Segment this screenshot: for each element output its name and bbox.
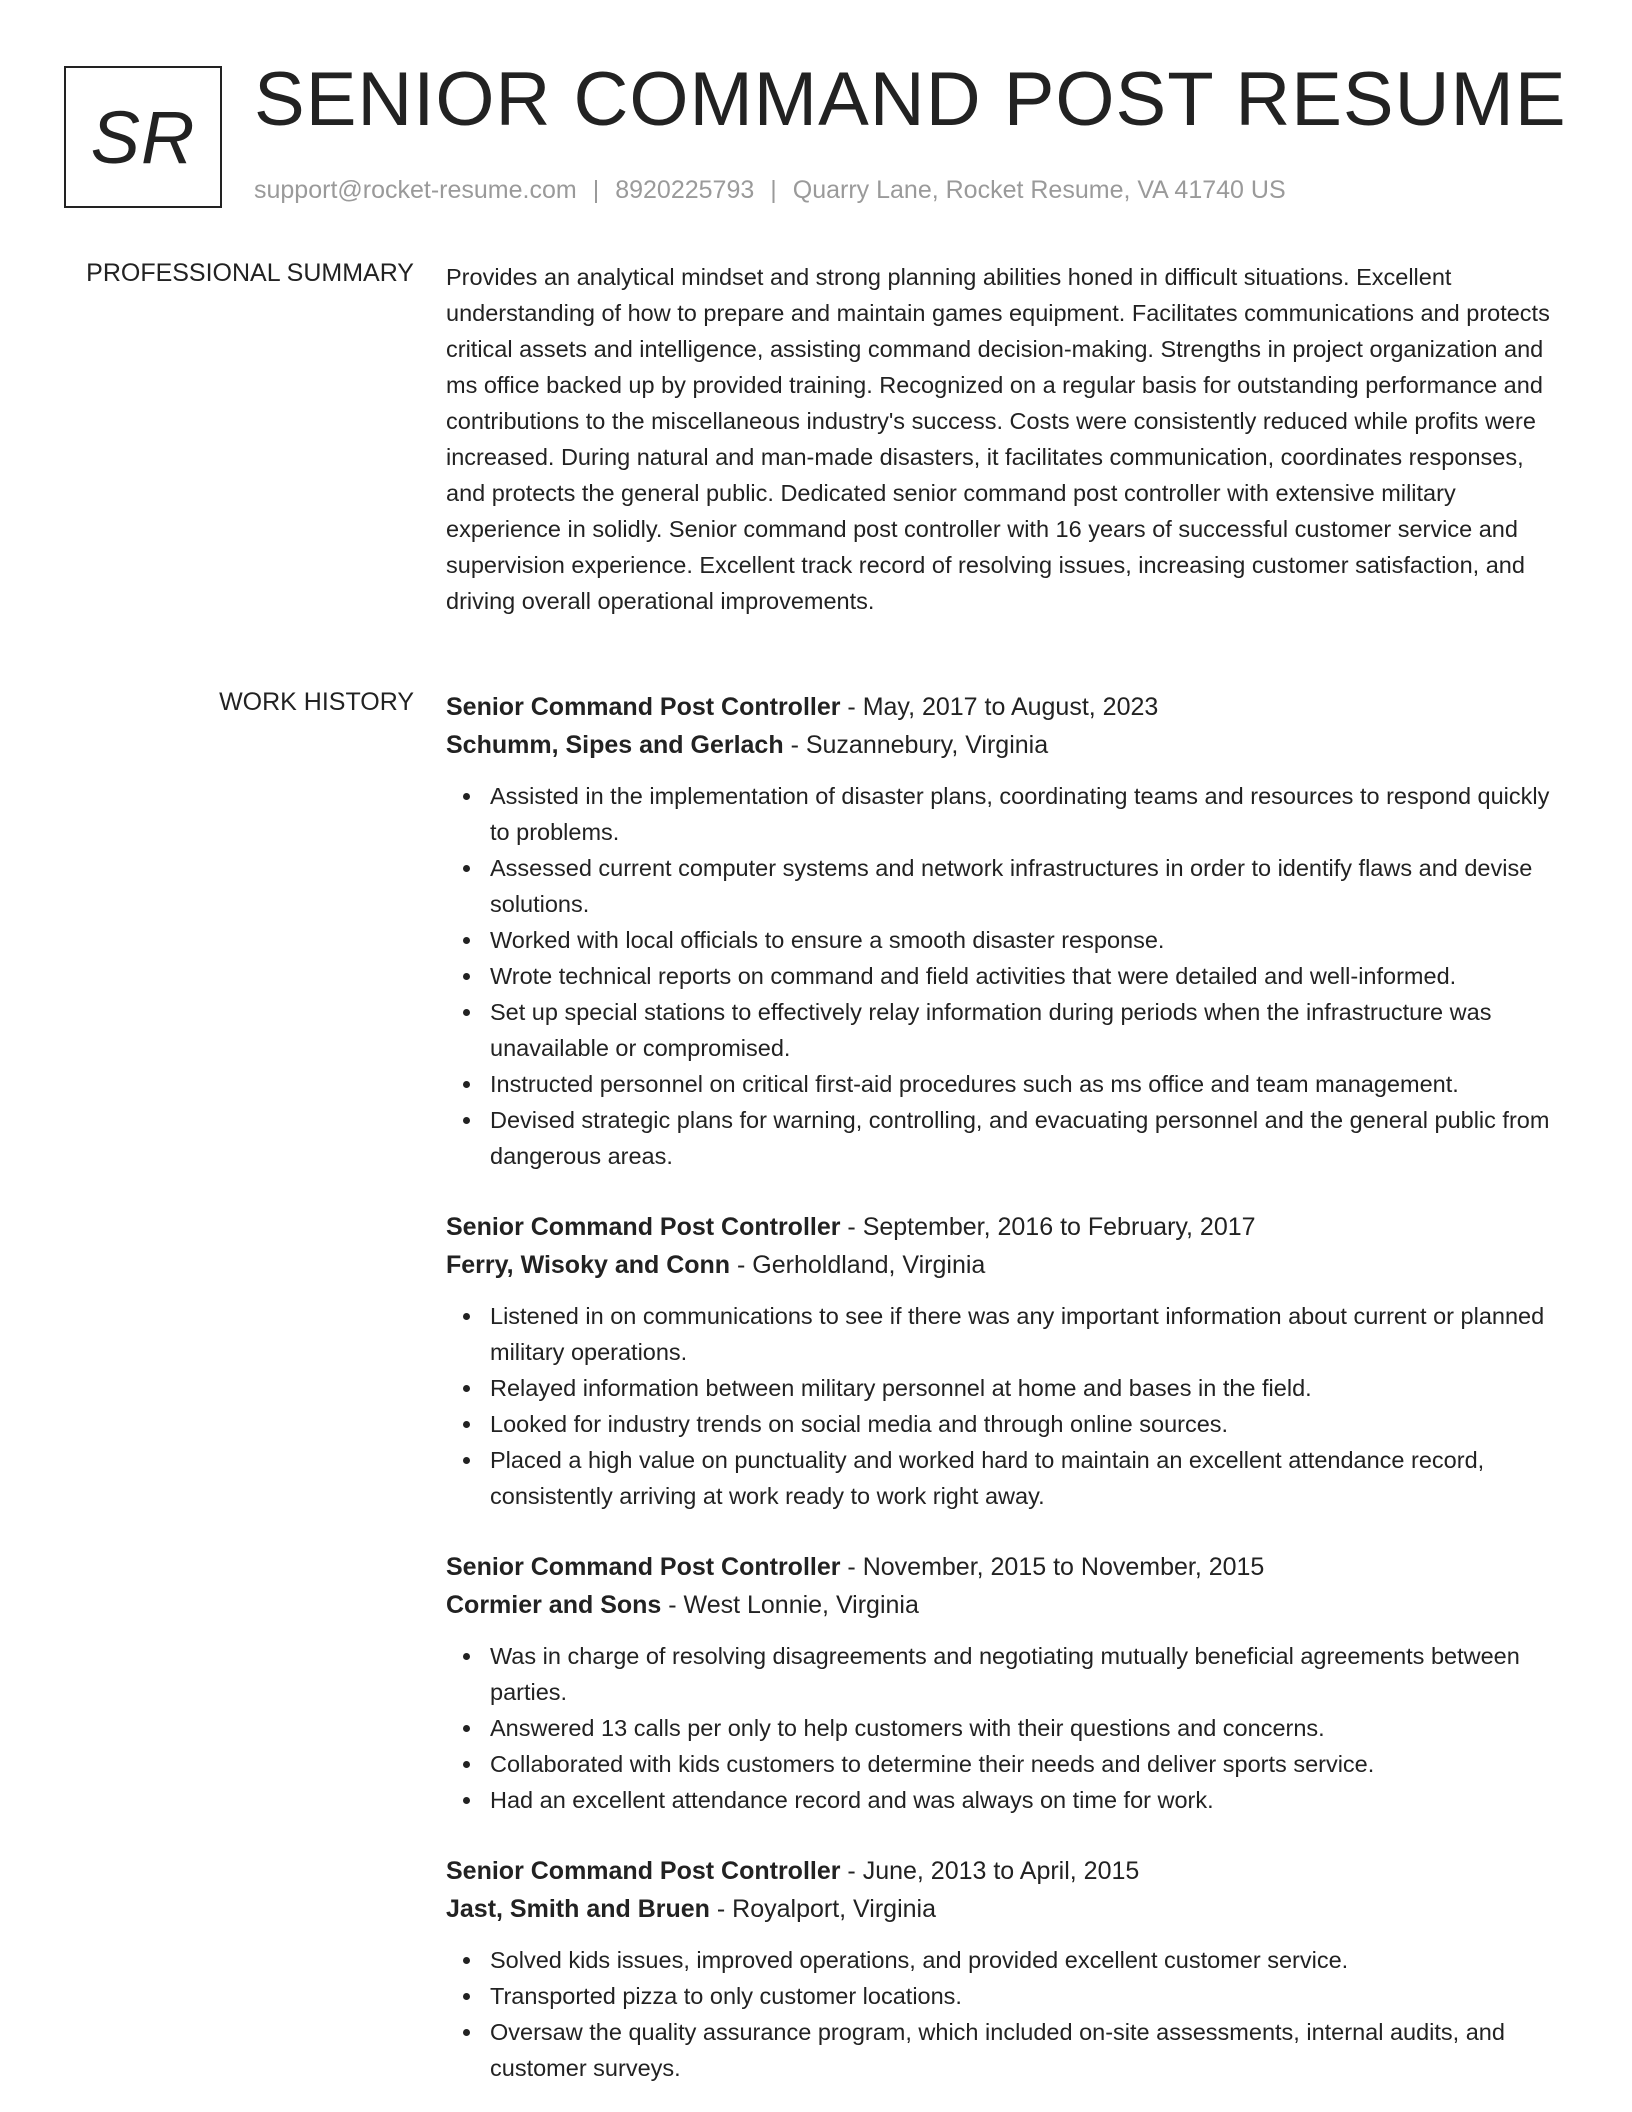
job-bullet: Assessed current computer systems and network infrastructures in order to identify flaws and devise solutions. — [490, 850, 1564, 922]
job-bullet-list — [446, 1942, 1564, 2086]
job-bullet: Assisted in the implementation of disaster plans, coordinating teams and resources to respond quickly to problems. — [490, 778, 1564, 850]
job-bullet: Worked with local officials to ensure a smooth disaster response. — [490, 922, 1564, 958]
job-dates: - June, 2013 to April, 2015 — [840, 1857, 1140, 1885]
job-bullet-list — [446, 1298, 1564, 1514]
job-bullet: Listened in on communications to see if there was any important information about current or planned military operations. — [490, 1298, 1564, 1370]
work-history-body — [446, 688, 1564, 2112]
job-company: Cormier and Sons — [446, 1591, 662, 1619]
work-history-heading: WORK HISTORY — [219, 688, 414, 716]
job-dates: - May, 2017 to August, 2023 — [840, 693, 1159, 721]
job-title-line — [446, 1548, 1564, 1586]
job-bullet-list — [446, 1638, 1564, 1818]
job-company: Schumm, Sipes and Gerlach — [446, 731, 784, 759]
job-bullet: Instructed personnel on critical first-aid procedures such as ms office and team management. — [490, 1066, 1564, 1102]
job-bullet: Had an excellent attendance record and was always on time for work. — [490, 1782, 1564, 1818]
job-company: Jast, Smith and Bruen — [446, 1895, 710, 1923]
job-location: - Suzannebury, Virginia — [783, 731, 1049, 759]
job-entry — [446, 688, 1564, 1174]
job-bullet-list — [446, 778, 1564, 1174]
job-company: Ferry, Wisoky and Conn — [446, 1251, 731, 1279]
job-title-line — [446, 688, 1564, 726]
job-company-line — [446, 1246, 1564, 1284]
job-bullet: Relayed information between military personnel at home and bases in the field. — [490, 1370, 1564, 1406]
job-bullet: Wrote technical reports on command and field activities that were detailed and well-informed. — [490, 958, 1564, 994]
job-title-line — [446, 1208, 1564, 1246]
job-title-line — [446, 1852, 1564, 1890]
job-title: Senior Command Post Controller — [446, 1553, 841, 1581]
job-entry — [446, 1852, 1564, 2086]
contact-separator: | — [592, 176, 600, 204]
job-bullet: Devised strategic plans for warning, controlling, and evacuating personnel and the general public from dangerous areas. — [490, 1102, 1564, 1174]
job-dates: - September, 2016 to February, 2017 — [840, 1213, 1256, 1241]
job-bullet: Looked for industry trends on social media and through online sources. — [490, 1406, 1564, 1442]
job-dates: - November, 2015 to November, 2015 — [840, 1553, 1265, 1581]
job-location: - Royalport, Virginia — [709, 1895, 936, 1923]
job-bullet: Placed a high value on punctuality and worked hard to maintain an excellent attendance record, consistently arriving at work ready to work right away. — [490, 1442, 1564, 1514]
job-bullet: Transported pizza to only customer locations. — [490, 1978, 1564, 2014]
job-bullet: Collaborated with kids customers to determine their needs and deliver sports service. — [490, 1746, 1564, 1782]
summary-heading: PROFESSIONAL SUMMARY — [86, 259, 414, 287]
job-bullet: Answered 13 calls per only to help customers with their questions and concerns. — [490, 1710, 1564, 1746]
job-company-line — [446, 1586, 1564, 1624]
monogram-box — [64, 66, 222, 208]
job-location: - Gerholdland, Virginia — [730, 1251, 986, 1279]
contact-email: support@rocket-resume.com — [254, 176, 577, 204]
job-bullet: Solved kids issues, improved operations, and provided excellent customer service. — [490, 1942, 1564, 1978]
job-bullet: Set up special stations to effectively relay information during periods when the infrastructure was unavailable or compromised. — [490, 994, 1564, 1066]
job-bullet: Oversaw the quality assurance program, which included on-site assessments, internal audits, and customer surveys. — [490, 2014, 1564, 2086]
job-company-line — [446, 726, 1564, 764]
job-entry — [446, 1548, 1564, 1818]
job-entry — [446, 1208, 1564, 1514]
job-bullet: Was in charge of resolving disagreements and negotiating mutually beneficial agreements between parties. — [490, 1638, 1564, 1710]
job-title: Senior Command Post Controller — [446, 1857, 841, 1885]
contact-address: Quarry Lane, Rocket Resume, VA 41740 US — [792, 176, 1286, 204]
contact-separator: | — [770, 176, 777, 204]
job-company-line — [446, 1890, 1564, 1928]
summary-body — [446, 259, 1564, 619]
resume-title: SENIOR COMMAND POST RESUME — [254, 57, 1567, 142]
monogram-initials: SR — [90, 95, 196, 179]
summary-text: Provides an analytical mindset and strong planning abilities honed in difficult situations. Excellent understanding of how to prepare and maintain games equipment. Facilitates communications and protects critical assets and intelligence, assisting command decision-making. Strengths in project organization and ms office backed up by provided training. Recognized on a regular basis for outstanding performance and contributions to the miscellaneous industry's success. Costs were consistently reduced while profits were increased. During natural and man-made disasters, it facilitates communication, coordinates responses, and protects the general public. Dedicated senior command post controller with extensive military experience in solidly. Senior command post controller with 16 years of successful customer service and supervision experience. Excellent track record of resolving issues, increasing customer satisfaction, and driving overall operational improvements. — [446, 264, 1550, 614]
job-title: Senior Command Post Controller — [446, 693, 841, 721]
job-location: - West Lonnie, Virginia — [661, 1591, 919, 1619]
job-title: Senior Command Post Controller — [446, 1213, 841, 1241]
contact-line — [254, 176, 1286, 205]
contact-phone: 8920225793 — [615, 176, 755, 204]
